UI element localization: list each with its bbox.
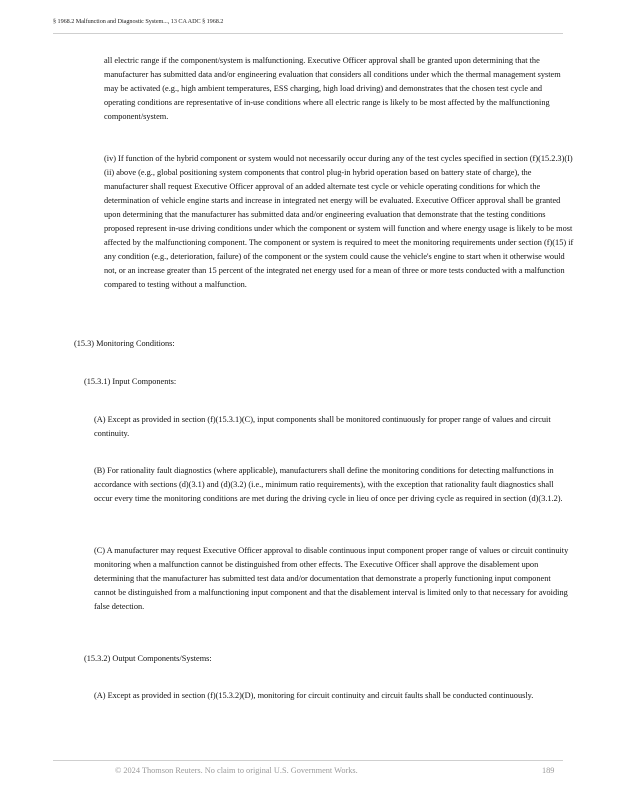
heading-output-components: (15.3.2) Output Components/Systems:	[84, 654, 212, 663]
heading-input-components: (15.3.1) Input Components:	[84, 377, 177, 386]
page-number: 189	[542, 766, 555, 775]
heading-monitoring-conditions: (15.3) Monitoring Conditions:	[74, 339, 175, 348]
paragraph-input-b: (B) For rationality fault diagnostics (where applicable), manufacturers shall define the monitoring conditions for detecting malfunctions in accordance with sections (d)(3.1) and (d)(3.2) (i.e., minimum ratio requirements), with the exception that rationality fault diagnostics shall occur every time the monitoring conditions are met during the driving cycle in lieu of once per driving cycle as required in section (d)(3.1.2).	[94, 466, 563, 503]
footer-divider	[53, 760, 563, 761]
running-header: § 1968.2 Malfunction and Diagnostic System..., 13 CA ADC § 1968.2	[53, 18, 224, 25]
paragraph-iv-hybrid-component: (iv) If function of the hybrid component or system would not necessarily occur during any of the test cycles specified in section (f)(15.2.3)(I)(ii) above (e.g., global positioning system components that control plug-in hybrid operation based on battery state of charge), the manufacturer shall request Executive Officer approval of an added alternate test cycle or vehicle operating conditions for which the determination of vehicle engine starts and increase in integrated net energy will be evaluated. Executive Officer approval shall be granted upon determining that the manufacturer has submitted data and/or engineering evaluation that demonstrate that the testing conditions proposed represent in-use driving conditions under which the component or system will function and where energy usage is likely to be most affected by the malfunctioning component. The component or system is required to meet the monitoring requirements under section (f)(15) if any condition (e.g., deterioration, failure) of the component or the system could cause the vehicle's engine to start when it otherwise would not, or an increase greater than 15 percent of the integrated net energy used for a mean of three or more tests conducted with a malfunction compared to testing without a malfunction.	[104, 154, 574, 289]
paragraph-input-a: (A) Except as provided in section (f)(15.3.1)(C), input components shall be monitored continuously for proper range of values and circuit continuity.	[94, 415, 551, 438]
paragraph-all-electric-range: all electric range if the component/system is malfunctioning. Executive Officer approval shall be granted upon determining that the manufacturer has submitted data and/or engineering evaluation that considers all conditions under which the thermal management system may be activated (e.g., high ambient temperatures, ESS charging, high load driving) and demonstrates that the chosen test cycle and operating conditions are representative of in-use conditions where all electric range is likely to be most affected by the malfunctioning component/system.	[104, 56, 561, 121]
header-divider	[53, 33, 563, 34]
paragraph-output-a: (A) Except as provided in section (f)(15.3.2)(D), monitoring for circuit continuity and circuit faults shall be conducted continuously.	[94, 691, 534, 700]
paragraph-input-c: (C) A manufacturer may request Executive Officer approval to disable continuous input component proper range of values or circuit continuity monitoring when a malfunction cannot be distinguished from other effects. The Executive Officer shall approve the disablement upon determining that the manufacturer has submitted test data and/or documentation that demonstrate a properly functioning input component cannot be distinguished from a malfunctioning input component and that the disablement interval is limited only to that necessary for avoiding false detection.	[94, 546, 569, 611]
footer-copyright: © 2024 Thomson Reuters. No claim to original U.S. Government Works.	[115, 766, 358, 775]
